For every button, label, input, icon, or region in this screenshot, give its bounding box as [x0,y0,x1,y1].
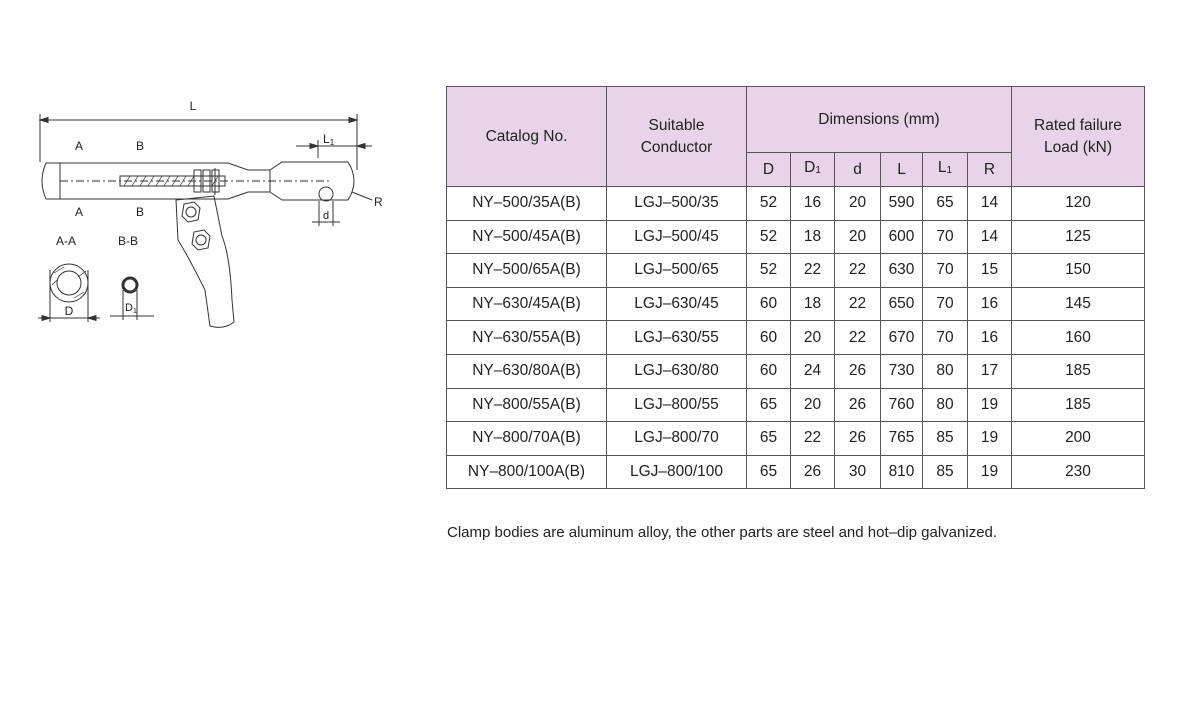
table-cell: 52 [747,220,791,254]
table-cell: 70 [923,220,968,254]
table-cell: 65 [923,187,968,221]
table-cell: NY–800/100A(B) [447,455,607,489]
table-cell: 70 [923,254,968,288]
table-cell: 22 [835,254,881,288]
table-cell: 670 [881,321,923,355]
header-dim-r-col: R [968,153,1012,187]
table-cell: 80 [923,388,968,422]
table-cell: 70 [923,287,968,321]
table-cell: 26 [791,455,835,489]
table-cell: 65 [747,422,791,456]
table-row [447,287,1145,321]
table-cell: 600 [881,220,923,254]
table-cell: 19 [968,388,1012,422]
table-cell: NY–500/35A(B) [447,187,607,221]
spec-table [446,86,1145,489]
table-row [447,422,1145,456]
table-cell: NY–500/65A(B) [447,254,607,288]
table-cell: NY–630/55A(B) [447,321,607,355]
header-catalog-no: Catalog No. [447,87,607,187]
table-cell: NY–630/80A(B) [447,354,607,388]
label-L: L [189,99,197,113]
table-cell: 16 [791,187,835,221]
table-cell: 20 [791,321,835,355]
table-cell: LGJ–500/45 [607,220,747,254]
table-cell: 65 [747,455,791,489]
table-cell: LGJ–630/80 [607,354,747,388]
table-cell: 26 [835,422,881,456]
label-b-bottom: B [135,205,145,219]
table-row [447,455,1145,489]
table-cell: 630 [881,254,923,288]
table-cell: 125 [1012,220,1145,254]
table-cell: 22 [835,287,881,321]
table-cell: LGJ–500/35 [607,187,747,221]
label-D: D [64,304,74,318]
label-L1: L1 [323,132,335,147]
table-cell: 80 [923,354,968,388]
table-cell: 52 [747,254,791,288]
table-cell: 22 [791,422,835,456]
label-a-bottom: A [74,205,84,219]
table-cell: 85 [923,422,968,456]
table-cell: 160 [1012,321,1145,355]
table-row [447,321,1145,355]
table-cell: 18 [791,287,835,321]
table-cell: 22 [791,254,835,288]
table-cell: 24 [791,354,835,388]
table-cell: NY–800/70A(B) [447,422,607,456]
table-cell: 52 [747,187,791,221]
table-cell: 150 [1012,254,1145,288]
table-cell: 200 [1012,422,1145,456]
table-cell: NY–500/45A(B) [447,220,607,254]
table-cell: 185 [1012,354,1145,388]
table-cell: 730 [881,354,923,388]
table-cell: 60 [747,287,791,321]
table-cell: 19 [968,455,1012,489]
label-D1: D1 [125,302,137,315]
label-b-top: B [135,139,145,153]
table-cell: 22 [835,321,881,355]
table-cell: LGJ–800/70 [607,422,747,456]
table-cell: 30 [835,455,881,489]
header-dim-d1-col: D1 [791,153,835,187]
table-cell: 17 [968,354,1012,388]
label-a-top: A [74,139,84,153]
table-cell: 14 [968,187,1012,221]
table-cell: 120 [1012,187,1145,221]
table-cell: 85 [923,455,968,489]
header-dim-l1-col: L1 [923,153,968,187]
label-r: R [374,195,383,209]
table-cell: LGJ–630/45 [607,287,747,321]
table-cell: 20 [791,388,835,422]
table-cell: 185 [1012,388,1145,422]
table-cell: 19 [968,422,1012,456]
table-cell: 650 [881,287,923,321]
table-row [447,220,1145,254]
table-cell: 18 [791,220,835,254]
table-cell: 765 [881,422,923,456]
label-d: d [322,210,330,222]
material-note: Clamp bodies are aluminum alloy, the other parts are steel and hot–dip galvanized. [447,524,998,541]
table-cell: 65 [747,388,791,422]
table-cell: 14 [968,220,1012,254]
table-cell: 26 [835,388,881,422]
table-cell: 230 [1012,455,1145,489]
label-section-aa: A-A [55,234,77,248]
table-cell: 16 [968,287,1012,321]
table-row [447,187,1145,221]
table-cell: 590 [881,187,923,221]
clamp-technical-drawing [0,0,420,360]
table-row [447,388,1145,422]
table-cell: NY–630/45A(B) [447,287,607,321]
table-cell: LGJ–500/65 [607,254,747,288]
table-cell: 70 [923,321,968,355]
table-cell: NY–800/55A(B) [447,388,607,422]
table-cell: LGJ–800/100 [607,455,747,489]
header-dim-d-col: D [747,153,791,187]
header-dimensions: Dimensions (mm) [747,87,1012,153]
table-cell: 60 [747,354,791,388]
table-cell: LGJ–800/55 [607,388,747,422]
table-cell: 16 [968,321,1012,355]
table-cell: 26 [835,354,881,388]
header-dim-d-small-col: d [835,153,881,187]
table-cell: 20 [835,187,881,221]
header-suitable-conductor: Suitable Conductor [607,87,747,187]
table-cell: LGJ–630/55 [607,321,747,355]
table-cell: 15 [968,254,1012,288]
table-row [447,354,1145,388]
label-section-bb: B-B [117,234,139,248]
table-cell: 760 [881,388,923,422]
table-cell: 145 [1012,287,1145,321]
header-dim-l-col: L [881,153,923,187]
header-rated-failure-load: Rated failure Load (kN) [1012,87,1145,187]
table-cell: 810 [881,455,923,489]
table-cell: 20 [835,220,881,254]
table-cell: 60 [747,321,791,355]
table-row [447,254,1145,288]
